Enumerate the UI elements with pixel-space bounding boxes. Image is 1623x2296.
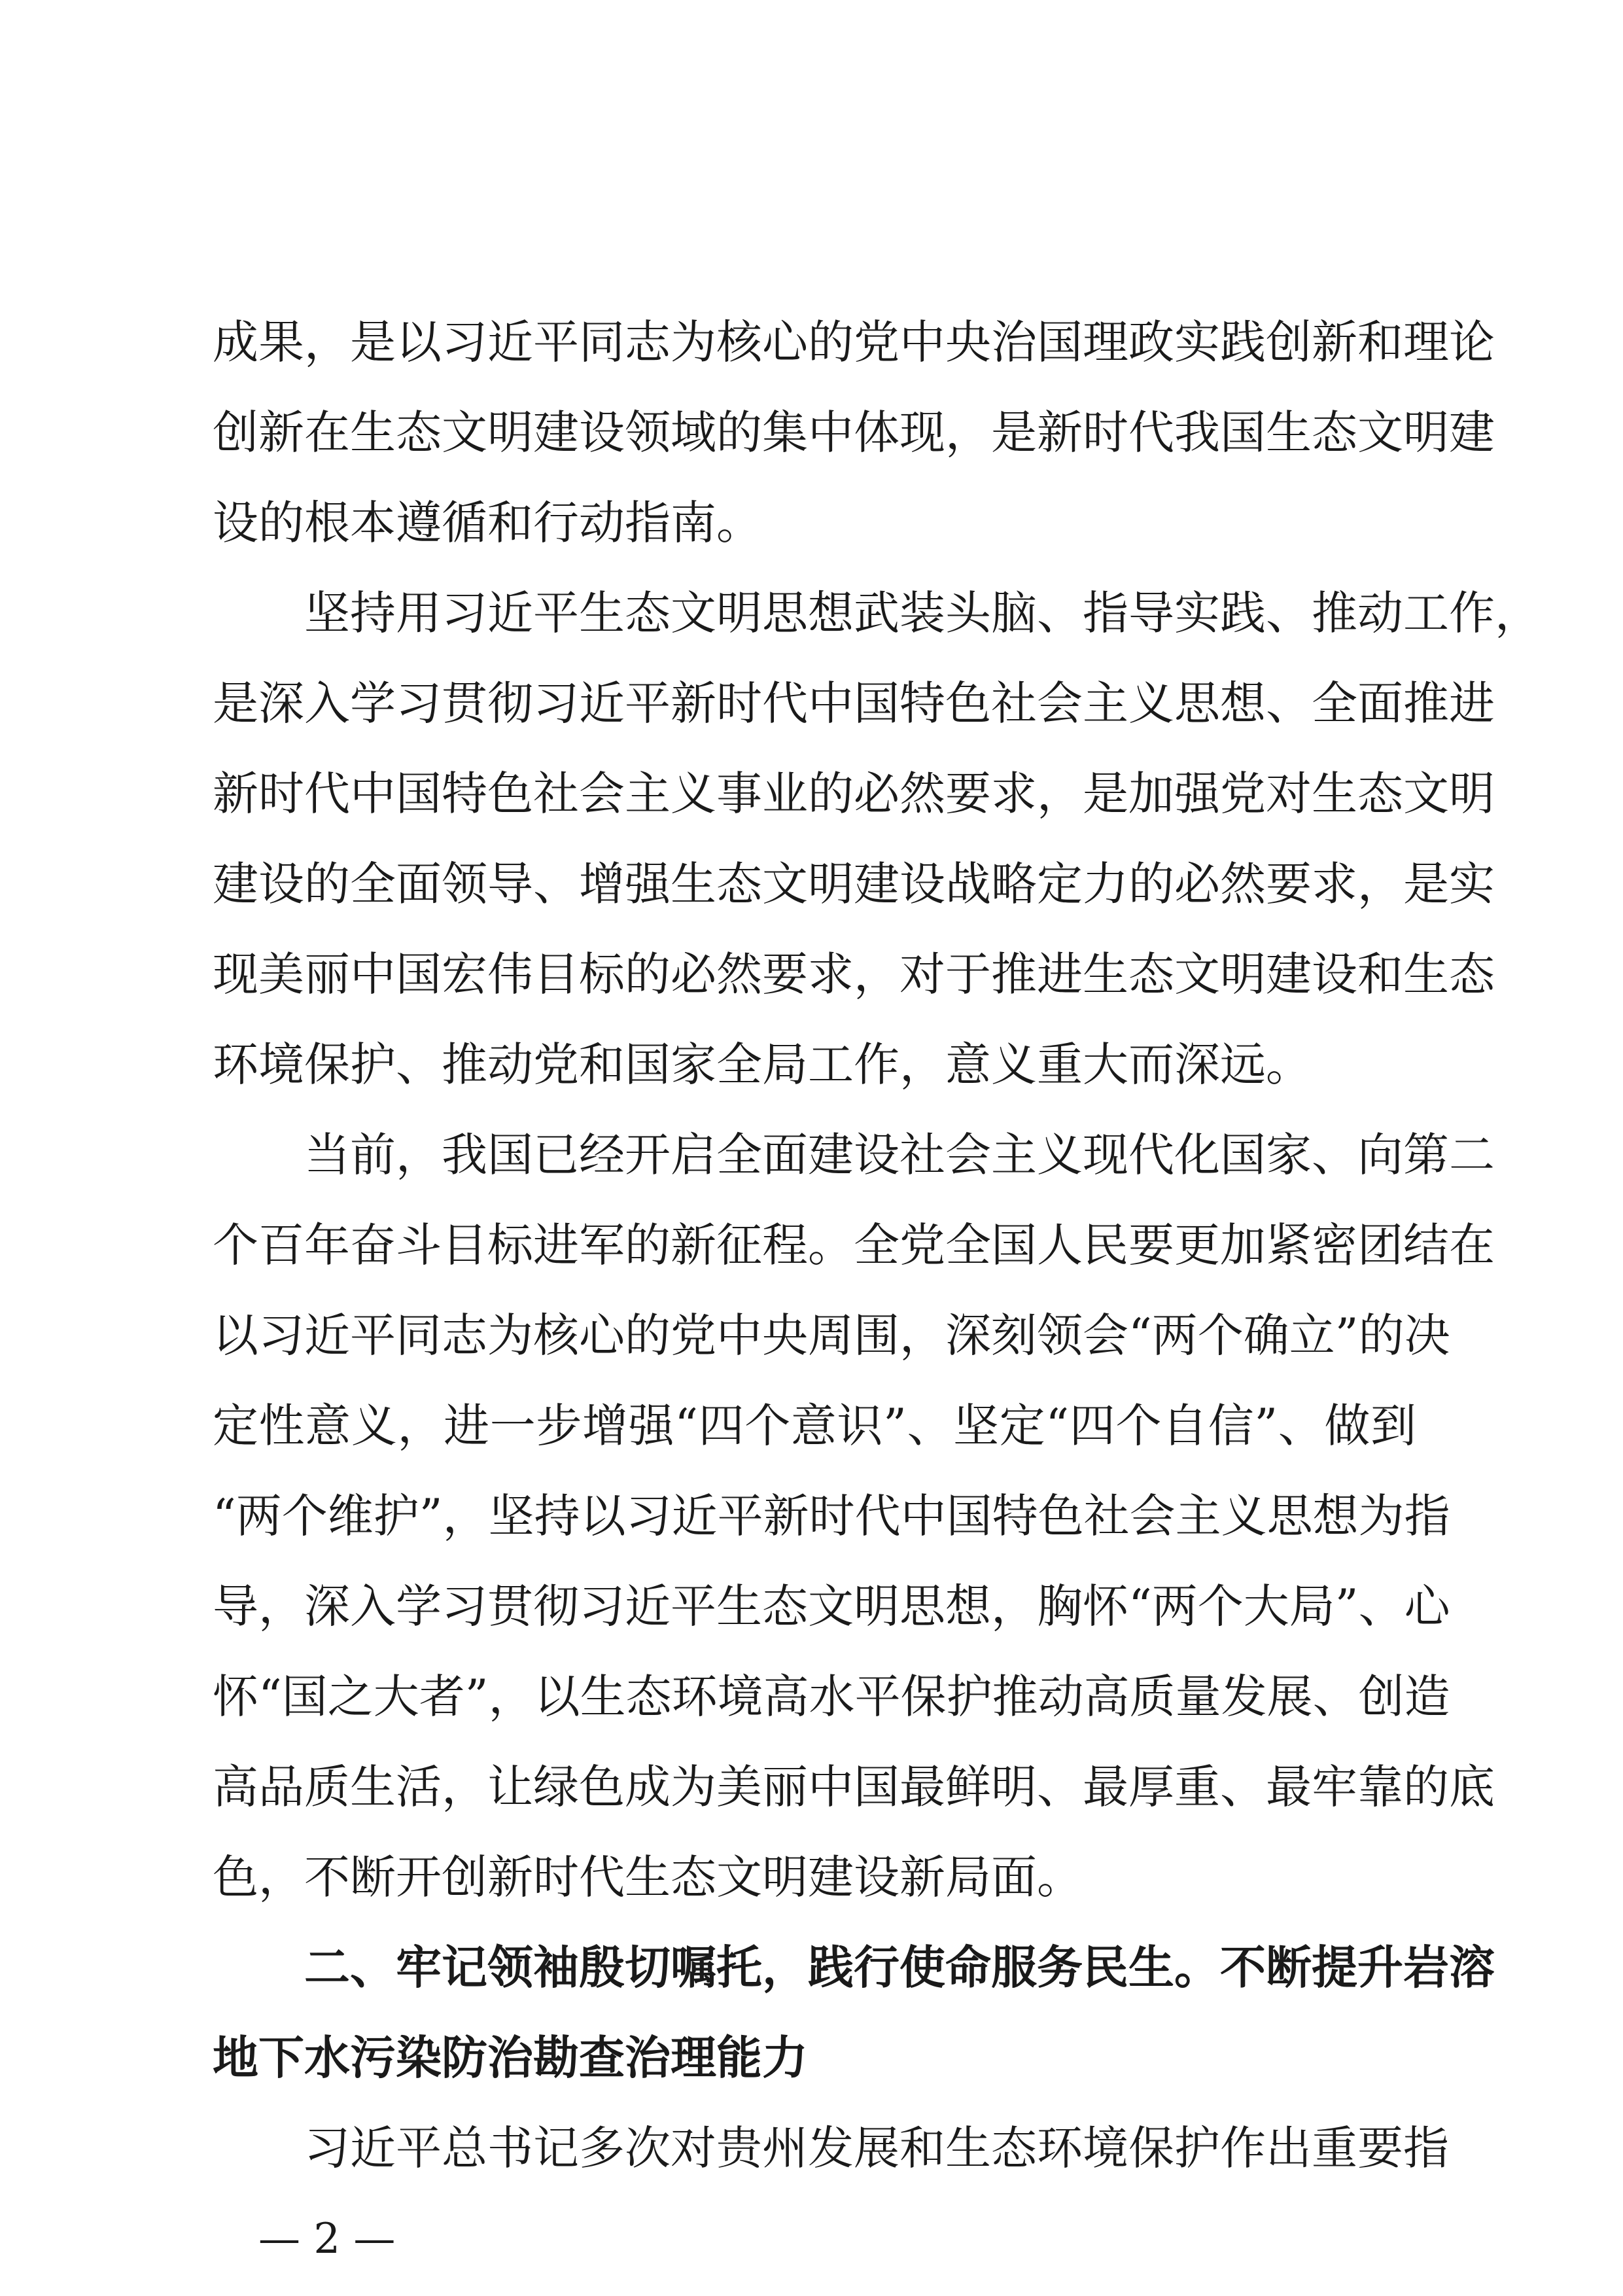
paragraph-3-line-3: 以习近平同志为核心的党中央周围，深刻领会“两个确立”的决 (213, 1309, 1450, 1362)
paragraph-2-line-2: 是深入学习贯彻习近平新时代中国特色社会主义思想、全面推进 (213, 677, 1495, 730)
paragraph-3-line-4: 定性意义，进一步增强“四个意识”、坚定“四个自信”、做到 (213, 1399, 1416, 1453)
paragraph-3-line-2: 个百年奋斗目标进军的新征程。全党全国人民要更加紧密团结在 (213, 1218, 1495, 1272)
paragraph-2-line-4: 建设的全面领导、增强生态文明建设战略定力的必然要求，是实 (213, 857, 1495, 911)
paragraph-2-line-1: 坚持用习近平生态文明思想武装头脑、指导实践、推动工作， (304, 586, 1541, 640)
paragraph-3-line-1: 当前，我国已经开启全面建设社会主义现代化国家、向第二 (304, 1128, 1495, 1182)
section-heading-line-1: 二、牢记领袖殷切嘱托，践行使命服务民生。不断提升岩溶 (304, 1941, 1495, 1994)
section-heading-line-2: 地下水污染防治勘查治理能力 (213, 2031, 808, 2085)
paragraph-3-line-5: “两个维护”，坚持以习近平新时代中国特色社会主义思想为指 (213, 1489, 1450, 1543)
paragraph-2-line-3: 新时代中国特色社会主义事业的必然要求，是加强党对生态文明 (213, 767, 1495, 821)
paragraph-1-line-2: 创新在生态文明建设领域的集中体现，是新时代我国生态文明建 (213, 406, 1495, 459)
paragraph-2-line-5: 现美丽中国宏伟目标的必然要求，对于推进生态文明建设和生态 (213, 947, 1495, 1001)
paragraph-4-line-1: 习近平总书记多次对贵州发展和生态环境保护作出重要指 (304, 2121, 1449, 2175)
page-number: — 2 — (258, 2215, 396, 2263)
paragraph-3-line-7: 怀“国之大者”，以生态环境高水平保护推动高质量发展、创造 (213, 1670, 1450, 1723)
paragraph-3-line-6: 导，深入学习贯彻习近平生态文明思想，胸怀“两个大局”、心 (213, 1580, 1450, 1633)
paragraph-3-line-8: 高品质生活，让绿色成为美丽中国最鲜明、最厚重、最牢靠的底 (213, 1760, 1495, 1814)
paragraph-2-line-6: 环境保护、推动党和国家全局工作，意义重大而深远。 (213, 1038, 1312, 1091)
paragraph-3-line-9: 色，不断开创新时代生态文明建设新局面。 (213, 1850, 1083, 1904)
paragraph-1-line-3: 设的根本遵循和行动指南。 (213, 496, 762, 550)
paragraph-1-line-1: 成果，是以习近平同志为核心的党中央治国理政实践创新和理论 (213, 315, 1495, 369)
